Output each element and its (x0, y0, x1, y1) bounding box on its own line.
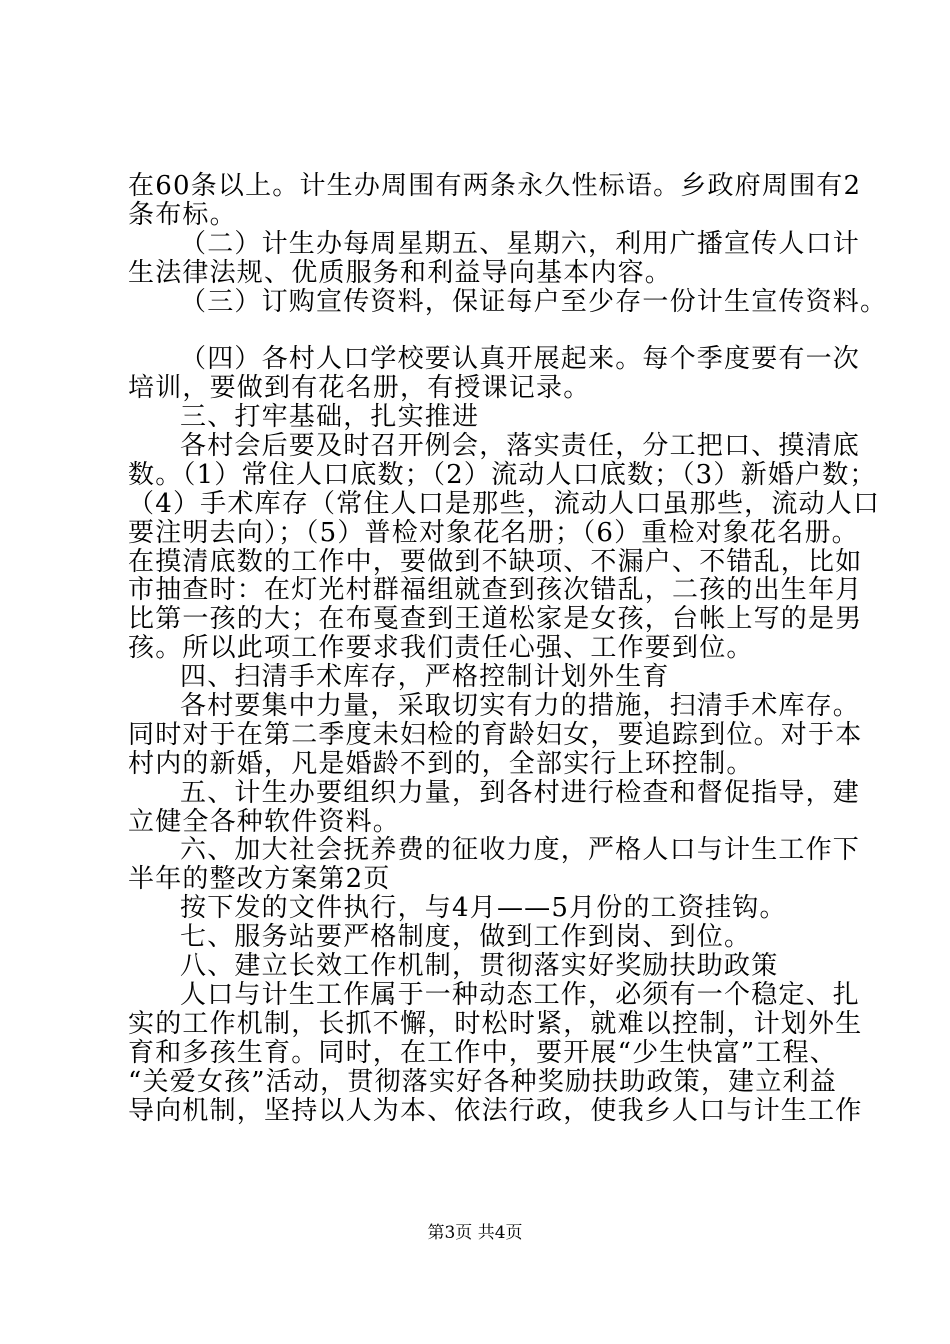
text-line: 在摸清底数的工作中，要做到不缺项、不漏户、不错乱，比如 (128, 546, 863, 577)
section-heading: 六、加大社会抚养费的征收力度，严格人口与计生工作下 (180, 835, 861, 866)
text-line: 立健全各种软件资料。 (128, 806, 401, 837)
text-line: 各村要集中力量，采取切实有力的措施，扫清手术库存。 (180, 691, 861, 722)
text-line: 要注明去向）；（5）普检对象花名册；（6）重检对象花名册。 (128, 517, 859, 548)
text-line: 条布标。 (128, 199, 237, 230)
text-line: 同时对于在第二季度未妇检的育龄妇女，要追踪到位。对于本 (128, 719, 863, 750)
text-line: 比第一孩的大；在布戛查到王道松家是女孩，台帐上写的是男 (128, 604, 863, 635)
section-heading: 七、服务站要严格制度，做到工作到岗、到位。 (180, 922, 752, 953)
section-heading: 五、计生办要组织力量，到各村进行检查和督促指导，建 (180, 777, 861, 808)
text-line: 育和多孩生育。同时，在工作中，要开展“少生快富”工程、 (128, 1037, 837, 1068)
section-heading: 八、建立长效工作机制，贯彻落实好奖励扶助政策 (180, 951, 779, 982)
text-line: （四）各村人口学校要认真开展起来。每个季度要有一次 (180, 344, 861, 375)
page-number-label: 第3页 共4页 (427, 1223, 523, 1243)
text-line: 培训，要做到有花名册，有授课记录。 (128, 373, 591, 404)
text-line: （二）计生办每周星期五、星期六，利用广播宣传人口计 (180, 228, 861, 259)
text-line: 按下发的文件执行，与4月——5月份的工资挂钩。 (180, 893, 787, 924)
text-line: 人口与计生工作属于一种动态工作，必须有一个稳定、扎 (180, 979, 861, 1010)
text-line: （4）手术库存（常住人口是那些，流动人口虽那些，流动人口 (128, 488, 881, 519)
text-line: 各村会后要及时召开例会，落实责任，分工把口、摸清底 (180, 431, 861, 462)
text-line: 在60条以上。计生办周围有两条永久性标语。乡政府周围有2 (128, 171, 862, 201)
body-text (128, 171, 888, 1126)
text-line: 市抽查时：在灯光村群福组就查到孩次错乱，二孩的出生年月 (128, 575, 863, 606)
page-footer (0, 1218, 950, 1243)
blank-line (128, 316, 838, 345)
text-line: （三）订购宣传资料，保证每户至少存一份计生宣传资料。 (180, 286, 888, 317)
text-line: 孩。所以此项工作要求我们责任心强、工作要到位。 (128, 633, 754, 664)
text-line: 实的工作机制，长抓不懈，时松时紧，就难以控制，计划外生 (128, 1008, 863, 1039)
text-line: 村内的新婚，凡是婚龄不到的，全部实行上环控制。 (128, 748, 754, 779)
text-line: 数。（1）常住人口底数；（2）流动人口底数；（3）新婚户数； (128, 459, 877, 490)
section-heading: 三、打牢基础，扎实推进 (180, 402, 480, 433)
text-line: 半年的整改方案第2页 (128, 864, 391, 895)
text-line: 生法律法规、优质服务和利益导向基本内容。 (128, 257, 673, 288)
text-line: 导向机制，坚持以人为本、依法行政，使我乡人口与计生工作 (128, 1095, 863, 1126)
text-line: “关爱女孩”活动，贯彻落实好各种奖励扶助政策，建立利益 (128, 1066, 837, 1097)
section-heading: 四、扫清手术库存，严格控制计划外生育 (180, 662, 670, 693)
